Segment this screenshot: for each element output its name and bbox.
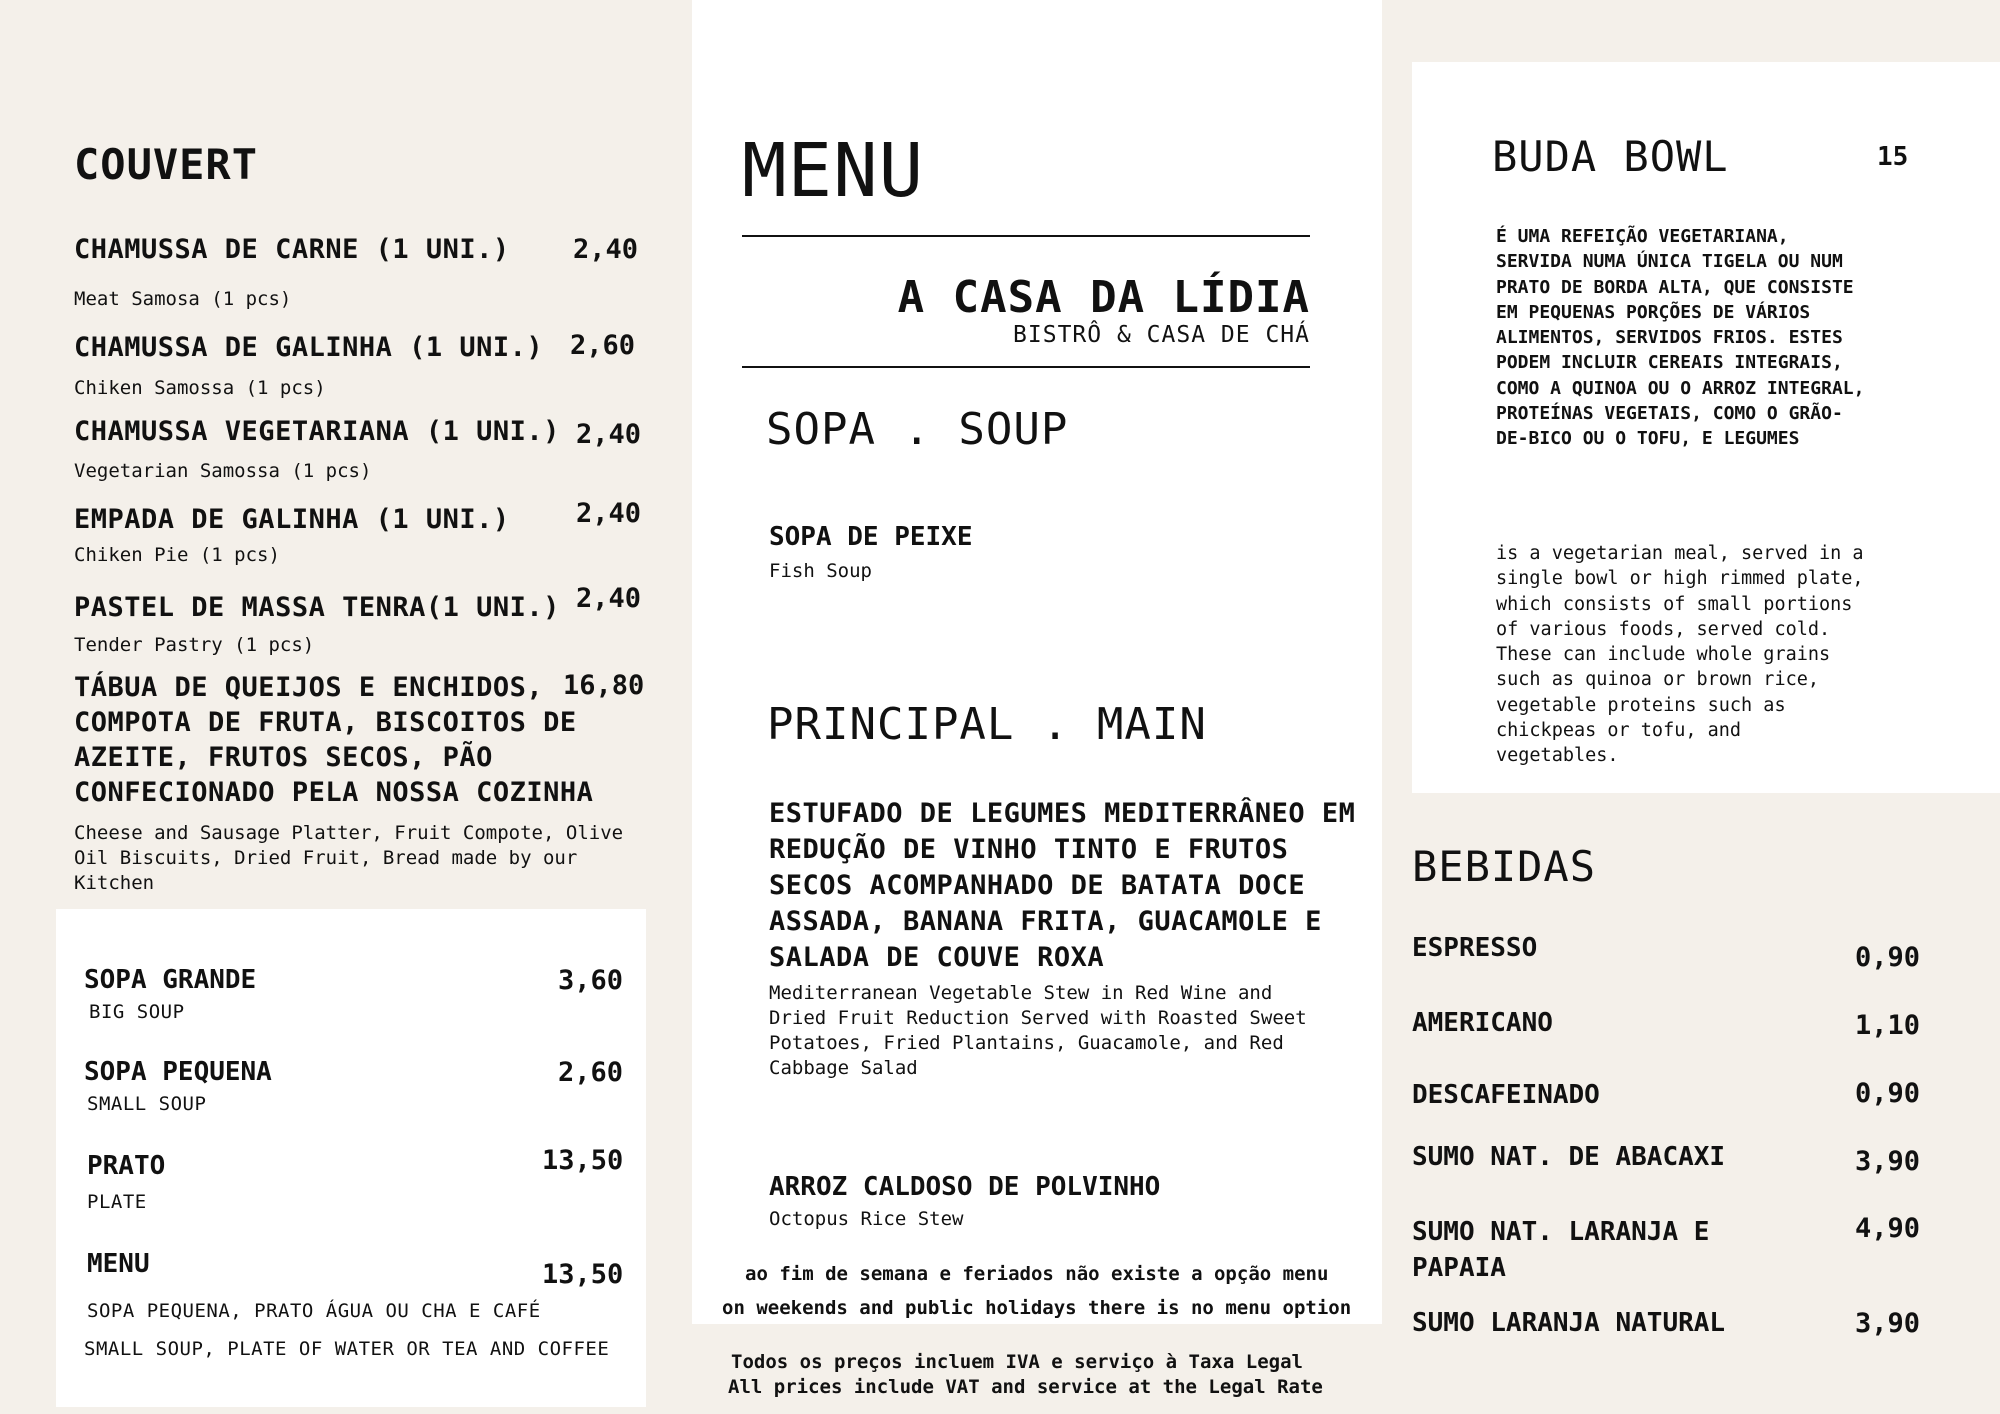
- box-item-name: PRATO: [87, 1151, 166, 1181]
- box-item-desc: BIG SOUP: [89, 1001, 185, 1023]
- main-item-desc: Mediterranean Vegetable Stew in Red Wine and Dried Fruit Reduction Served with Roasted Sweet Potatoes, Fried Plantains, Guacamole, and Red Cabbage Salad: [769, 982, 1307, 1079]
- soup-price-box: [56, 909, 646, 1407]
- header-rule-bottom: [742, 366, 1310, 368]
- buda-bowl-price: 15: [1877, 142, 1909, 172]
- couvert-item-desc: Chiken Pie (1 pcs): [74, 544, 280, 566]
- couvert-item-desc: Tender Pastry (1 pcs): [74, 634, 315, 656]
- drink-price: 1,10: [1855, 1010, 1921, 1041]
- couvert-item-desc: Vegetarian Samossa (1 pcs): [74, 460, 372, 482]
- soup-item-desc: Fish Soup: [769, 560, 872, 582]
- soup-item-name: SOPA DE PEIXE: [769, 522, 973, 552]
- box-item-name: MENU: [87, 1249, 150, 1279]
- drink-name: SUMO NAT. LARANJA E PAPAIA: [1412, 1217, 1710, 1283]
- drink-name: ESPRESSO: [1412, 933, 1538, 963]
- weekend-note-pt: ao fim de semana e feriados não existe a opção menu: [745, 1263, 1329, 1285]
- couvert-item-price: 2,40: [576, 583, 642, 614]
- vat-note-en: All prices include VAT and service at the Legal Rate: [728, 1376, 1323, 1398]
- drink-price: 3,90: [1855, 1146, 1921, 1177]
- box-item-desc: SMALL SOUP, PLATE OF WATER OR TEA AND COFFEE: [84, 1338, 610, 1360]
- box-item-desc: SOPA PEQUENA, PRATO ÁGUA OU CHA E CAFÉ: [87, 1300, 541, 1322]
- buda-bowl-desc-en: is a vegetarian meal, served in a single bowl or high rimmed plate, which consists of small portions of various foods, served cold. These can include whole grains such as quinoa or brown rice, vegetable proteins such as chickpeas or tofu, and vegetables.: [1496, 543, 1864, 767]
- main-section-title: PRINCIPAL . MAIN: [767, 699, 1207, 750]
- couvert-item-price: 2,60: [570, 330, 636, 361]
- restaurant-tagline: BISTRÔ & CASA DE CHÁ: [1013, 322, 1310, 348]
- box-item-price: 13,50: [542, 1145, 624, 1176]
- box-item-price: 2,60: [558, 1057, 624, 1088]
- main-item-name: ESTUFADO DE LEGUMES MEDITERRÂNEO EM REDUÇÃO DE VINHO TINTO E FRUTOS SECOS ACOMPANHADO DE BATATA DOCE ASSADA, BANANA FRITA, GUACAMOLE E SALADA DE COUVE ROXA: [769, 798, 1356, 973]
- drink-name: AMERICANO: [1412, 1008, 1553, 1038]
- couvert-item-price: 2,40: [576, 419, 642, 450]
- box-item-price: 3,60: [558, 965, 624, 996]
- drink-price: 0,90: [1855, 1078, 1921, 1109]
- bebidas-title: BEBIDAS: [1412, 842, 1597, 891]
- box-item-desc: PLATE: [87, 1191, 147, 1213]
- box-item-desc: SMALL SOUP: [87, 1093, 207, 1115]
- couvert-item-price: 2,40: [576, 498, 642, 529]
- couvert-item-name: EMPADA DE GALINHA (1 UNI.): [74, 504, 510, 535]
- couvert-item-price: 2,40: [573, 234, 639, 265]
- drink-price: 0,90: [1855, 942, 1921, 973]
- couvert-item-name: CHAMUSSA DE CARNE (1 UNI.): [74, 234, 510, 265]
- main-item-name: ARROZ CALDOSO DE POLVINHO: [769, 1172, 1161, 1202]
- couvert-item-desc: Cheese and Sausage Platter, Fruit Compote, Olive Oil Biscuits, Dried Fruit, Bread made by our Kitchen: [74, 822, 624, 894]
- box-item-name: SOPA PEQUENA: [84, 1057, 272, 1087]
- buda-bowl-panel: [1412, 62, 2000, 793]
- couvert-item-name: PASTEL DE MASSA TENRA(1 UNI.): [74, 592, 560, 623]
- couvert-item-name: TÁBUA DE QUEIJOS E ENCHIDOS, COMPOTA DE FRUTA, BISCOITOS DE AZEITE, FRUTOS SECOS, PÃO CONFECIONADO PELA NOSSA COZINHA: [74, 672, 594, 808]
- menu-title: MENU: [742, 128, 925, 214]
- header-rule-top: [742, 235, 1310, 237]
- main-item-desc: Octopus Rice Stew: [769, 1208, 964, 1230]
- drink-name: SUMO NAT. DE ABACAXI: [1412, 1142, 1726, 1172]
- box-item-name: SOPA GRANDE: [84, 965, 257, 995]
- drink-name: DESCAFEINADO: [1412, 1080, 1600, 1110]
- weekend-note-en: on weekends and public holidays there is no menu option: [722, 1297, 1352, 1319]
- vat-note-pt: Todos os preços incluem IVA e serviço à Taxa Legal: [731, 1351, 1303, 1373]
- buda-bowl-desc-pt: É UMA REFEIÇÃO VEGETARIANA, SERVIDA NUMA ÚNICA TIGELA OU NUM PRATO DE BORDA ALTA, QUE CONSISTE EM PEQUENAS PORÇÕES DE VÁRIOS ALIMENTOS, SERVIDOS FRIOS. ESTES PODEM INCLUIR CEREAIS INTEGRAIS, COMO A QUINOA OU O ARROZ INTEGRAL, PROTEÍNAS VEGETAIS, COMO O GRÃO-DE-BICO OU O TOFU, E LEGUMES: [1496, 226, 1865, 450]
- center-panel: [692, 0, 1382, 1324]
- restaurant-name: A CASA DA LÍDIA: [897, 272, 1310, 323]
- soup-section-title: SOPA . SOUP: [766, 404, 1069, 455]
- drink-price: 3,90: [1855, 1308, 1921, 1339]
- couvert-item-desc: Meat Samosa (1 pcs): [74, 288, 292, 310]
- couvert-item-name: CHAMUSSA VEGETARIANA (1 UNI.): [74, 416, 560, 447]
- drink-price: 4,90: [1855, 1213, 1921, 1244]
- couvert-item-price: 16,80: [563, 670, 645, 701]
- couvert-item-desc: Chiken Samossa (1 pcs): [74, 377, 326, 399]
- couvert-item-name: CHAMUSSA DE GALINHA (1 UNI.): [74, 332, 544, 363]
- buda-bowl-title: BUDA BOWL: [1492, 132, 1729, 181]
- box-item-price: 13,50: [542, 1259, 624, 1290]
- couvert-title: COUVERT: [74, 140, 259, 189]
- drink-name: SUMO LARANJA NATURAL: [1412, 1308, 1726, 1338]
